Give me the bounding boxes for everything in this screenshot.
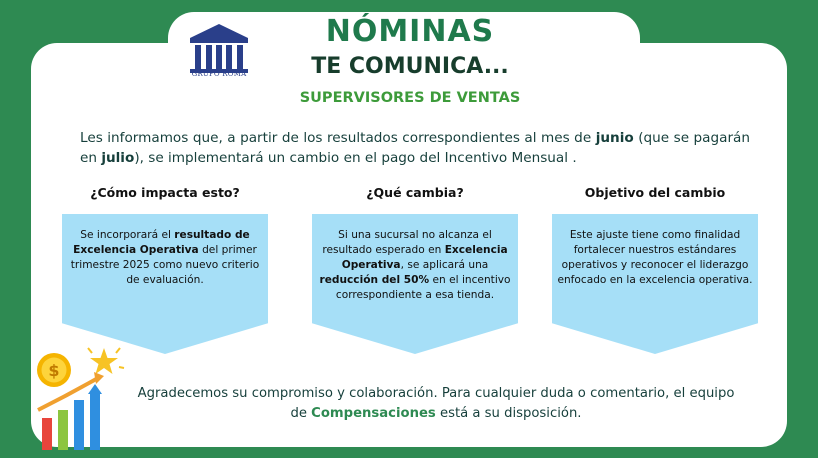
page-title: NÓMINAS [325,14,495,49]
star-icon [88,348,124,374]
impact-text: Se incorporará el resultado de Excelencia Operativa del primer trimestre 2025 como nuevo criterio de evaluación. [70,229,260,286]
growth-decoration [28,340,128,450]
page-subtitle: TE COMUNICA... [311,54,509,79]
column-heading-change: ¿Qué cambia? [366,185,464,200]
closing-message: Agradecemos su compromiso y colaboración. Para cualquier duda o comentario, el equipo de Compensaciones está a su disposición. [137,386,735,421]
intro-month: junio [595,130,634,146]
audience-label: SUPERVISORES DE VENTAS [299,90,521,106]
dollar-coin-icon [37,353,71,387]
change-text: Si una sucursal no alcanza el resultado esperado en Excelencia Operativa, se aplicará una reducción del 50% en el incentivo correspondiente a esa tienda. [319,229,511,301]
compensaciones-label: Compensaciones [311,406,436,421]
intro-pay-month: julio [101,150,135,166]
svg-text:$: $ [48,361,60,380]
column-heading-objective: Objetivo del cambio [584,185,726,200]
objective-text: Este ajuste tiene como finalidad fortalecer nuestros estándares operativos y reconocer el liderazgo enfocado en la excelencia operativa. [557,229,753,286]
intro-paragraph: Les informamos que, a partir de los resultados correspondientes al mes de junio (que se pagarán en julio), se implementará un cambio en el pago del Incentivo Mensual . [80,130,751,166]
column-heading-impact: ¿Cómo impacta esto? [90,185,240,200]
logo-text: GRUPO ROMA [191,70,247,78]
